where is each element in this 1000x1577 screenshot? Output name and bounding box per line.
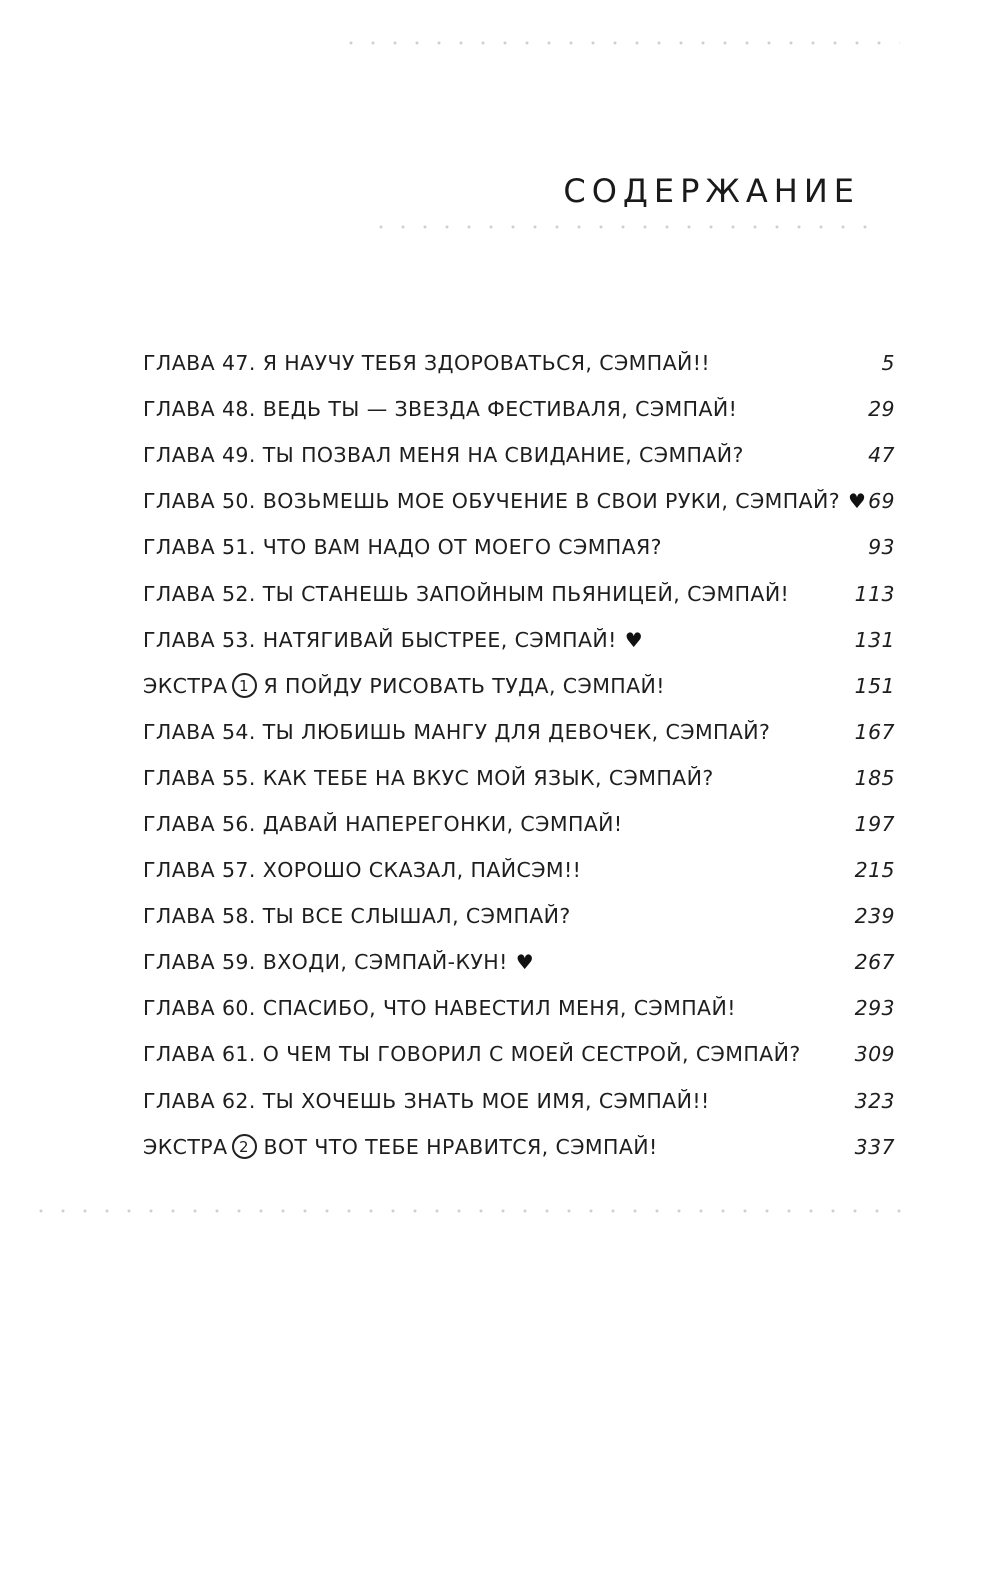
extra-number-badge: 1 (232, 673, 257, 698)
entry-label: ГЛАВА 59. (143, 950, 256, 975)
toc-entry-17[interactable] (143, 1078, 895, 1124)
toc-entry-10[interactable] (143, 755, 895, 801)
entry-title: НАТЯГИВАЙ БЫСТРЕЕ, СЭМПАЙ! (262, 627, 617, 652)
toc-entry-13[interactable] (143, 893, 895, 939)
toc-entry-14[interactable] (143, 939, 895, 985)
entry-title: Я ПОЙДУ РИСОВАТЬ ТУДА, СЭМПАЙ! (263, 673, 665, 698)
toc-entry-3[interactable] (143, 432, 895, 478)
entry-title: ВХОДИ, СЭМПАЙ-КУН! (262, 950, 508, 975)
entry-title: ТЫ СТАНЕШЬ ЗАПОЙНЫМ ПЬЯНИЦЕЙ, СЭМПАЙ! (262, 581, 790, 606)
entry-page-number: 5 (881, 351, 895, 376)
entry-label: ГЛАВА 57. (143, 858, 256, 883)
entry-label: ГЛАВА 60. (143, 996, 256, 1021)
toc-entry-6[interactable] (143, 570, 895, 616)
entry-label: ГЛАВА 47. (143, 351, 256, 376)
toc-entry-5[interactable] (143, 524, 895, 570)
entry-title: ТЫ ВСЕ СЛЫШАЛ, СЭМПАЙ? (262, 904, 571, 929)
table-of-contents (143, 340, 895, 1170)
entry-title: ЧТО ВАМ НАДО ОТ МОЕГО СЭМПАЯ? (262, 535, 662, 560)
entry-page-number: 215 (854, 858, 895, 883)
entry-label: ГЛАВА 58. (143, 904, 256, 929)
entry-label: ГЛАВА 50. (143, 489, 256, 514)
decorative-dots-under-title (370, 224, 870, 230)
entry-page-number: 337 (854, 1134, 895, 1159)
entry-page-number: 323 (854, 1088, 895, 1113)
entry-label: ГЛАВА 53. (143, 627, 256, 652)
entry-label: ГЛАВА 52. (143, 581, 256, 606)
entry-page-number: 47 (868, 443, 895, 468)
toc-entry-2[interactable] (143, 386, 895, 432)
decorative-dots-top (340, 40, 900, 46)
entry-label: ГЛАВА 62. (143, 1088, 256, 1113)
entry-title: СПАСИБО, ЧТО НАВЕСТИЛ МЕНЯ, СЭМПАЙ! (262, 996, 736, 1021)
entry-label: ЭКСТРА (143, 1134, 228, 1159)
toc-entry-9[interactable] (143, 709, 895, 755)
entry-title: ВОЗЬМЕШЬ МОЕ ОБУЧЕНИЕ В СВОИ РУКИ, СЭМПАЙ? (262, 489, 840, 514)
entry-title: ТЫ ХОЧЕШЬ ЗНАТЬ МОЕ ИМЯ, СЭМПАЙ!! (262, 1088, 710, 1113)
page-title: СОДЕРЖАНИЕ (563, 172, 860, 210)
entry-page-number: 113 (854, 581, 895, 606)
toc-entry-1[interactable] (143, 340, 895, 386)
entry-label: ГЛАВА 49. (143, 443, 256, 468)
toc-entry-7[interactable] (143, 617, 895, 663)
entry-title: ДАВАЙ НАПЕРЕГОНКИ, СЭМПАЙ! (262, 811, 623, 836)
entry-title: ТЫ ЛЮБИШЬ МАНГУ ДЛЯ ДЕВОЧЕК, СЭМПАЙ? (262, 719, 771, 744)
entry-page-number: 267 (854, 950, 895, 975)
toc-entry-4[interactable] (143, 478, 895, 524)
entry-label: ГЛАВА 48. (143, 397, 256, 422)
entry-page-number: 131 (854, 627, 895, 652)
entry-label: ЭКСТРА (143, 673, 228, 698)
entry-page-number: 167 (854, 719, 895, 744)
heart-icon: ♥ (848, 489, 867, 514)
toc-entry-18[interactable] (143, 1124, 895, 1170)
entry-page-number: 293 (854, 996, 895, 1021)
entry-page-number: 93 (868, 535, 895, 560)
toc-entry-12[interactable] (143, 847, 895, 893)
entry-page-number: 197 (854, 811, 895, 836)
toc-entry-15[interactable] (143, 985, 895, 1031)
entry-page-number: 29 (868, 397, 895, 422)
heart-icon: ♥ (515, 950, 535, 975)
entry-title: О ЧЕМ ТЫ ГОВОРИЛ С МОЕЙ СЕСТРОЙ, СЭМПАЙ? (262, 1042, 801, 1067)
heart-icon: ♥ (624, 627, 644, 652)
entry-label: ГЛАВА 51. (143, 535, 256, 560)
entry-page-number: 185 (854, 765, 895, 790)
entry-label: ГЛАВА 54. (143, 719, 256, 744)
entry-page-number: 151 (854, 673, 895, 698)
entry-label: ГЛАВА 55. (143, 765, 256, 790)
entry-page-number: 69 (868, 489, 895, 514)
entry-page-number: 239 (854, 904, 895, 929)
entry-title: Я НАУЧУ ТЕБЯ ЗДОРОВАТЬСЯ, СЭМПАЙ!! (262, 351, 710, 376)
extra-number-badge: 2 (232, 1134, 257, 1159)
entry-page-number: 309 (854, 1042, 895, 1067)
toc-entry-16[interactable] (143, 1031, 895, 1077)
entry-label: ГЛАВА 61. (143, 1042, 256, 1067)
decorative-dots-bottom (30, 1208, 910, 1214)
entry-label: ГЛАВА 56. (143, 811, 256, 836)
toc-entry-8[interactable] (143, 663, 895, 709)
entry-title: ВОТ ЧТО ТЕБЕ НРАВИТСЯ, СЭМПАЙ! (263, 1134, 658, 1159)
toc-entry-11[interactable] (143, 801, 895, 847)
entry-title: ТЫ ПОЗВАЛ МЕНЯ НА СВИДАНИЕ, СЭМПАЙ? (262, 443, 744, 468)
entry-title: ВЕДЬ ТЫ — ЗВЕЗДА ФЕСТИВАЛЯ, СЭМПАЙ! (262, 397, 738, 422)
entry-title: ХОРОШО СКАЗАЛ, ПАЙСЭМ!! (262, 858, 582, 883)
entry-title: КАК ТЕБЕ НА ВКУС МОЙ ЯЗЫК, СЭМПАЙ? (262, 765, 714, 790)
